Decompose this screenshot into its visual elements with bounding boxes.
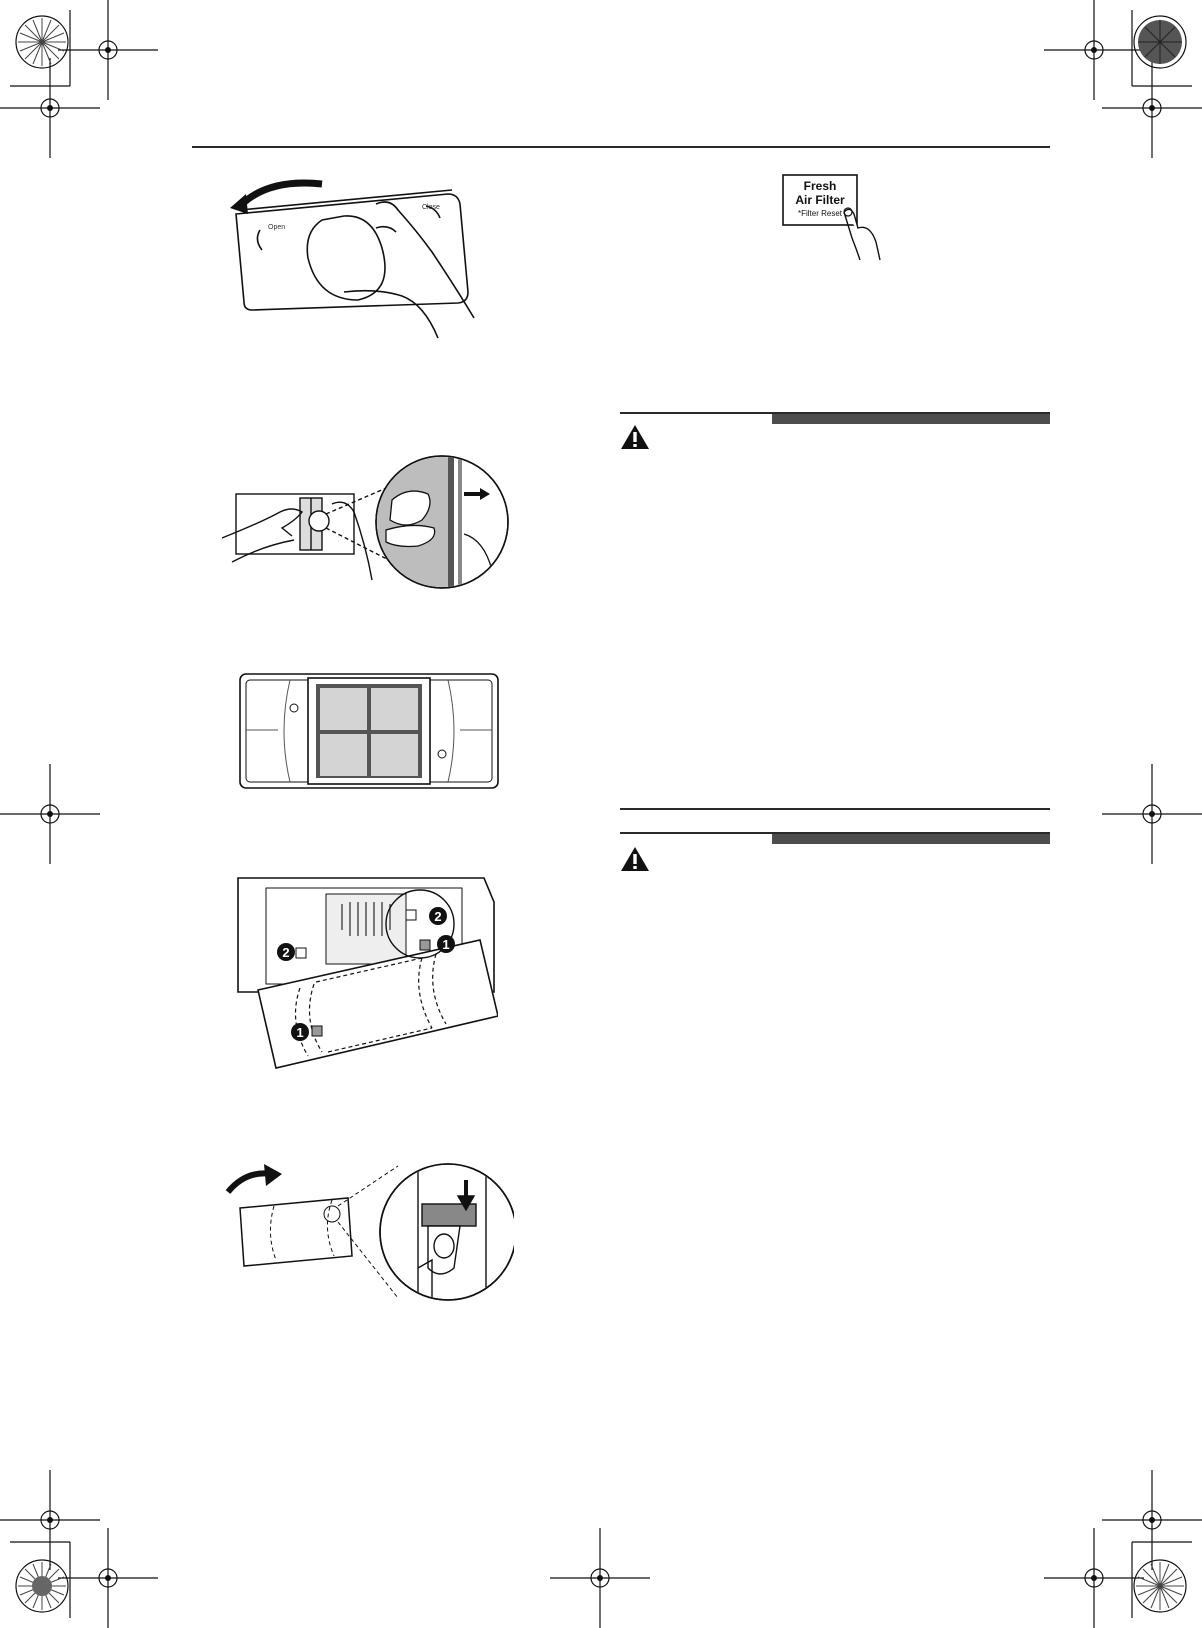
filter-frame-illustration — [238, 672, 500, 790]
air-filter-label: Air Filter — [795, 193, 845, 207]
caution-header-2-bar — [772, 834, 1050, 844]
caution-header-2 — [620, 832, 1050, 844]
remove-filter-illustration — [222, 450, 512, 590]
warning-icon — [620, 846, 650, 872]
badge-2-left: 2 — [282, 945, 290, 960]
fresh-label: Fresh — [803, 179, 837, 193]
badge-1-left: 1 — [296, 1025, 304, 1040]
caution-header-1-bar — [772, 414, 1050, 424]
warning-icon — [620, 424, 650, 450]
badge-1-right: 1 — [442, 937, 450, 952]
section-divider — [620, 808, 1050, 810]
figure-rotate-cover-close — [222, 1160, 514, 1302]
page-header-rule — [192, 146, 1050, 148]
open-label: Open — [268, 224, 286, 231]
figure-filter-frame — [238, 672, 500, 790]
close-label: Close — [422, 204, 440, 211]
cover-rotate-illustration — [226, 170, 506, 345]
caution-header-1 — [620, 412, 1050, 424]
filter-reset-label: *Filter Reset — [797, 209, 843, 218]
figure-fresh-air-filter-button — [780, 172, 890, 264]
figure-rotate-cover-open — [226, 170, 506, 345]
filter-reset-button-illustration — [780, 172, 890, 264]
badge-2-right: 2 — [434, 909, 442, 924]
figure-insert-filter — [236, 872, 498, 1072]
insert-filter-illustration — [236, 872, 498, 1072]
figure-remove-filter — [222, 450, 512, 590]
cover-close-illustration — [222, 1160, 514, 1302]
